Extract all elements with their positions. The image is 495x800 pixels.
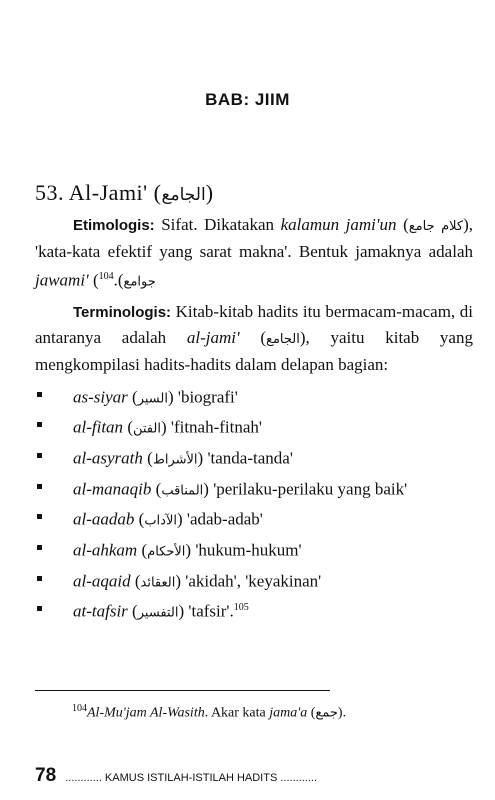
item-arabic: المناقب: [161, 483, 204, 499]
entry-body: [35, 212, 473, 626]
item-meaning: 'adab-adab': [186, 509, 263, 529]
footnote-number: 104: [72, 703, 87, 714]
item-arabic: الفتن: [132, 421, 161, 437]
item-term: as-siyar: [73, 387, 128, 407]
etimologis-label: Etimologis:: [73, 217, 155, 234]
etimologis-term: kalamun jami'un: [280, 215, 397, 234]
page-footer: [35, 765, 475, 787]
list-item: as-siyar (السير) 'biografi': [35, 381, 473, 412]
item-arabic: التفسير: [137, 605, 179, 621]
footnote-source: Al-Mu'jam Al-Wasith: [87, 705, 205, 721]
terminologis-paragraph: Terminologis: Kitab-kitab hadits itu bermacam-macam, di antaranya adalah al-jami' (الجامع), yaitu kitab yang mengkompilasi hadits-hadits dalam delapan bagian:: [35, 301, 473, 374]
list-item: al-fitan (الفتن) 'fitnah-fitnah': [35, 411, 473, 442]
footnote-divider: [35, 690, 330, 691]
item-arabic: العقائد: [140, 575, 176, 591]
item-arabic: الأشراط: [152, 452, 198, 468]
item-arabic: الآداب: [144, 513, 177, 529]
etimologis-text-1: Sifat. Dikatakan: [154, 215, 281, 234]
terminologis-label: Terminologis:: [73, 303, 172, 321]
item-meaning: 'tafsir'.: [188, 601, 234, 621]
etimologis-paragraph: Etimologis: Sifat. Dikatakan kalamun jami'un (كلام جامع), 'kata-kata efektif yang sarat makna'. Bentuk jamaknya adalah jawami' ( جوامع).$^{104}$: [35, 215, 473, 290]
page-number: 78: [35, 765, 57, 786]
footnote-ref-105[interactable]: 105: [233, 602, 249, 614]
etimologis-arabic-2: جوامع: [123, 274, 156, 290]
item-meaning: 'akidah', 'keyakinan': [185, 571, 322, 591]
etimologis-plural: jawami': [35, 270, 89, 290]
entry-number-title: 53. Al-Jami': [35, 180, 148, 205]
item-meaning: 'tanda-tanda': [207, 448, 293, 468]
item-meaning: 'fitnah-fitnah': [170, 417, 262, 437]
terminologis-text-2: , yaitu kitab yang mengkompilasi hadits-hadits dalam delapan bagian:: [35, 327, 473, 374]
item-term: al-ahkam: [73, 540, 138, 560]
list-item: al-asyrath (الأشراط) 'tanda-tanda': [35, 442, 473, 473]
item-term: at-tafsir: [73, 601, 128, 621]
list-item: al-manaqib (المناقب) 'perilaku-perilaku yang baik': [35, 473, 473, 504]
etimologis-text-2: , 'kata-kata efektif yang sarat makna'. Bentuk jamaknya adalah: [35, 215, 473, 261]
item-meaning: 'perilaku-perilaku yang baik': [213, 479, 408, 499]
item-term: al-fitan: [73, 417, 124, 437]
terminologis-term: al-jami': [186, 327, 240, 347]
item-term: al-asyrath: [73, 448, 143, 468]
item-arabic: الأحكام: [147, 544, 186, 560]
list-item: al-aadab (الآداب) 'adab-adab': [35, 503, 473, 534]
footnote-text-1: . Akar kata: [204, 705, 270, 721]
footnote-text-2: .: [342, 705, 347, 721]
footnote-root: jama'a: [269, 705, 308, 721]
item-term: al-aadab: [73, 509, 135, 529]
entry-title: 53. Al-Jami' (الجامع): [35, 180, 214, 205]
category-list: [35, 381, 473, 626]
etimologis-text-3: .: [113, 270, 118, 290]
item-meaning: 'hukum-hukum': [195, 540, 302, 560]
entry-title-arabic: الجامع: [161, 185, 206, 205]
item-term: al-manaqib: [73, 479, 152, 499]
footnote-arabic: جمع: [315, 705, 338, 721]
running-title: ............ KAMUS ISTILAH-ISTILAH HADITS ............: [65, 772, 318, 784]
item-meaning: 'biografi': [177, 387, 238, 407]
item-arabic: السير: [137, 391, 168, 407]
etimologis-arabic-1: كلام جامع: [408, 219, 464, 234]
item-term: al-aqaid: [73, 571, 131, 591]
list-item: al-aqaid (العقائد) 'akidah', 'keyakinan': [35, 565, 473, 596]
footnote-ref-104[interactable]: 104: [98, 271, 114, 282]
chapter-heading: BAB: JIIM: [205, 90, 290, 109]
footnote-104: $^{104}$Al-Mu'jam Al-Wasith. Akar kata jama'a (جمع).: [72, 703, 347, 721]
terminologis-text-1: Kitab-kitab hadits itu bermacam-macam, di antaranya adalah: [35, 301, 473, 347]
terminologis-arabic: الجامع: [266, 331, 300, 347]
list-item: al-ahkam (الأحكام) 'hukum-hukum': [35, 534, 473, 565]
list-item: at-tafsir (التفسير) 'tafsir'.$^{105}$: [35, 595, 473, 626]
